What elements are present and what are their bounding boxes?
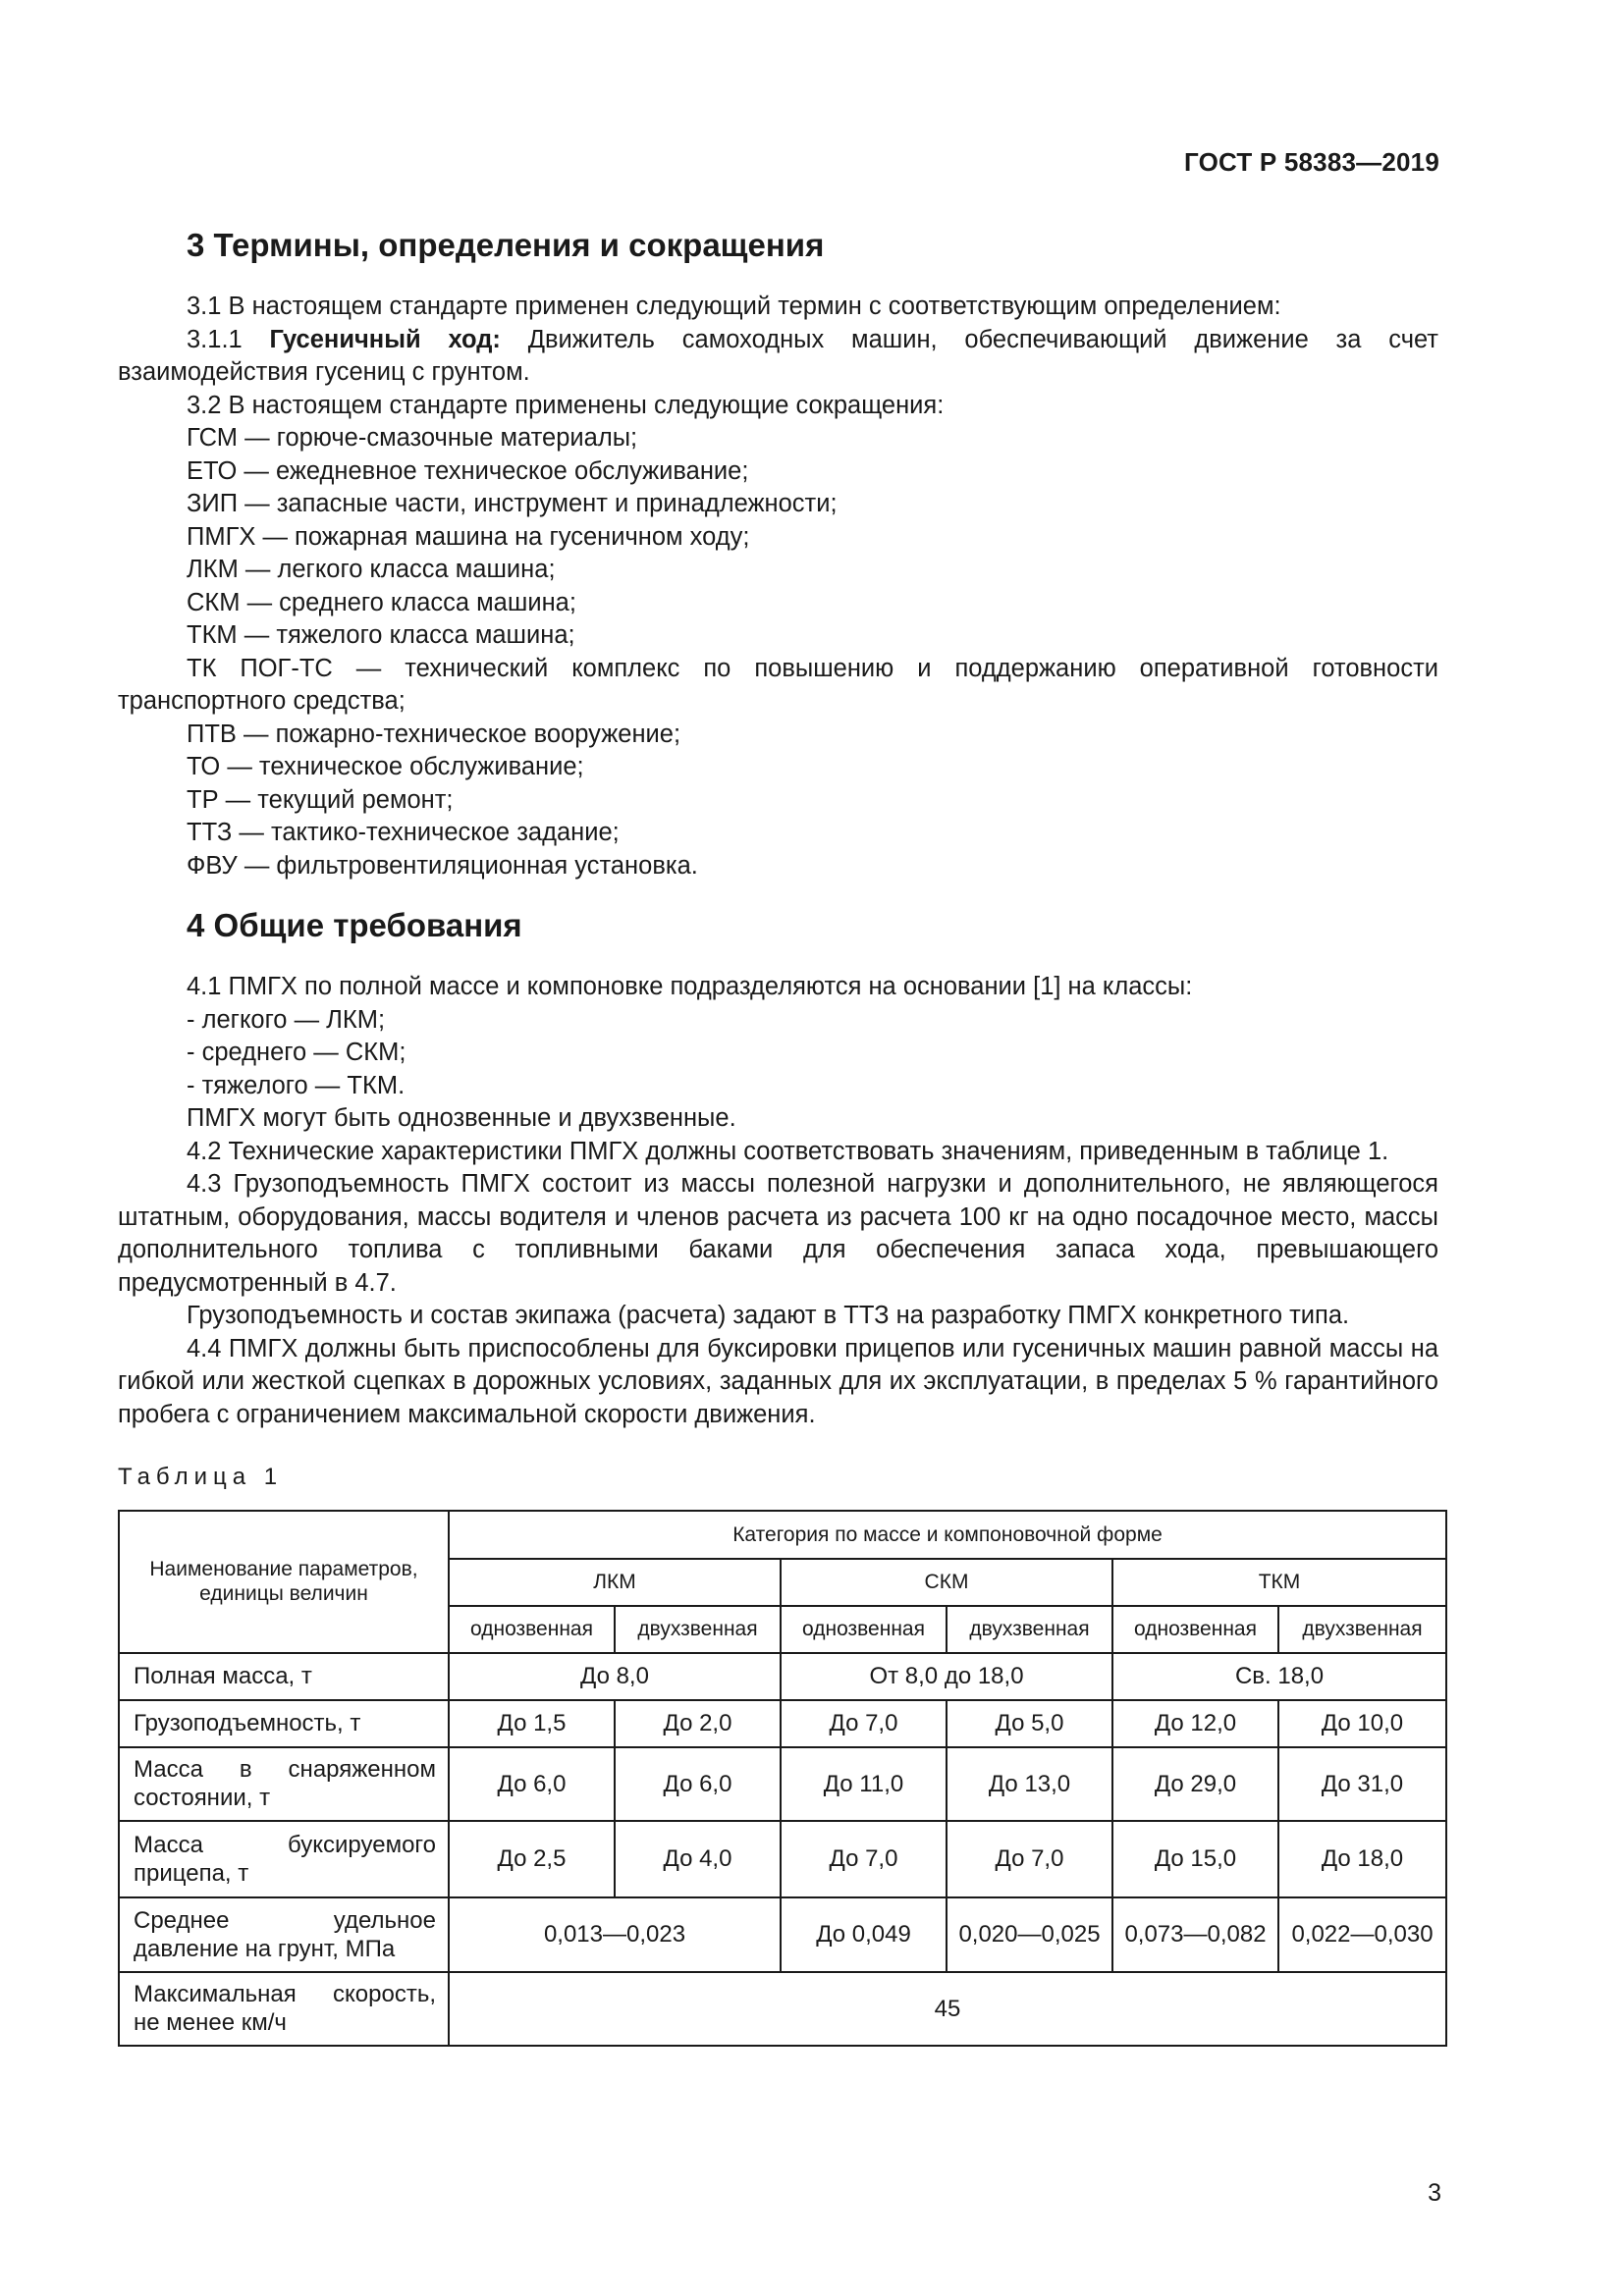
table-cell: До 0,049 bbox=[781, 1897, 947, 1972]
table-cell: До 8,0 bbox=[449, 1653, 781, 1700]
table-cell: 45 bbox=[449, 1972, 1446, 2046]
paragraph-4-1-note: ПМГХ могут быть однозвенные и двухзвенные. bbox=[187, 1104, 736, 1132]
paragraph-number: 3.1.1 bbox=[187, 325, 270, 353]
table-cell: До 13,0 bbox=[947, 1747, 1112, 1821]
subheader-double: двухзвенная bbox=[1278, 1606, 1446, 1653]
table-cell: До 2,5 bbox=[449, 1821, 615, 1897]
table-cell: До 4,0 bbox=[615, 1821, 781, 1897]
class-list-item: - легкого — ЛКМ; bbox=[187, 1005, 386, 1034]
table-cell: 0,013—0,023 bbox=[449, 1897, 781, 1972]
abbreviation-item: ГСМ — горюче-смазочные материалы; bbox=[187, 424, 638, 452]
term-definition: Движитель самоходных машин, обеспечивающий движение за счет взаимодействия гусениц с грунтом. bbox=[118, 325, 1438, 386]
table-cell: До 15,0 bbox=[1112, 1821, 1278, 1897]
document-code: ГОСТ Р 58383—2019 bbox=[1184, 147, 1439, 177]
subheader-single: однозвенная bbox=[449, 1606, 615, 1653]
table-cell: Св. 18,0 bbox=[1112, 1653, 1446, 1700]
param-header: Наименование параметров, единицы величин bbox=[119, 1511, 449, 1653]
class-header-skm: СКМ bbox=[781, 1559, 1112, 1606]
abbreviation-item: ТТЗ — тактико-техническое задание; bbox=[187, 819, 620, 846]
class-header-tkm: ТКМ bbox=[1112, 1559, 1446, 1606]
section-4-title: 4 Общие требования bbox=[187, 907, 522, 943]
table-cell: До 12,0 bbox=[1112, 1700, 1278, 1747]
abbreviation-item: ЕТО — ежедневное техническое обслуживание; bbox=[187, 456, 749, 485]
term-name: Гусеничный ход: bbox=[269, 325, 501, 353]
table-cell: До 31,0 bbox=[1278, 1747, 1446, 1821]
section-3-title: 3 Термины, определения и сокращения bbox=[187, 227, 825, 263]
subheader-single: однозвенная bbox=[1112, 1606, 1278, 1653]
class-list-item: - среднего — СКМ; bbox=[187, 1039, 406, 1066]
subheader-double: двухзвенная bbox=[947, 1606, 1112, 1653]
table-cell: До 11,0 bbox=[781, 1747, 947, 1821]
class-list-item: - тяжелого — ТКМ. bbox=[187, 1071, 406, 1099]
paragraph-4-3-continuation: Грузоподъемность и состав экипажа (расчета) задают в ТТЗ на разработку ПМГХ конкретного типа. bbox=[187, 1302, 1350, 1329]
subheader-single: однозвенная bbox=[781, 1606, 947, 1653]
abbreviation-item: ПТВ — пожарно-техническое вооружение; bbox=[187, 720, 681, 748]
abbreviation-item: ТК ПОГ-ТС — технический комплекс по повышению и поддержанию оперативной готовности транспортного средства; bbox=[118, 654, 1438, 715]
table-1 bbox=[118, 1510, 1447, 2047]
table-cell: До 1,5 bbox=[449, 1700, 615, 1747]
table-cell: До 6,0 bbox=[449, 1747, 615, 1821]
row-label: Масса буксируемого прицепа, т bbox=[119, 1821, 449, 1897]
abbreviation-item: ЛКМ — легкого класса машина; bbox=[187, 556, 556, 583]
table-cell: До 6,0 bbox=[615, 1747, 781, 1821]
abbreviation-item: ФВУ — фильтровентиляционная установка. bbox=[187, 851, 698, 880]
table-cell: 0,020—0,025 bbox=[947, 1897, 1112, 1972]
row-label: Максимальная скорость, не менее км/ч bbox=[119, 1972, 449, 2046]
table-label: Таблица 1 bbox=[118, 1464, 284, 1490]
table-cell: До 2,0 bbox=[615, 1700, 781, 1747]
category-header: Категория по массе и компоновочной форме bbox=[449, 1511, 1446, 1559]
table-cell: До 7,0 bbox=[781, 1700, 947, 1747]
abbreviation-item: ТО — техническое обслуживание; bbox=[187, 753, 584, 780]
paragraph-4-2: 4.2 Технические характеристики ПМГХ должны соответствовать значениям, приведенным в таблице 1. bbox=[187, 1137, 1389, 1165]
paragraph-4-3: 4.3 Грузоподъемность ПМГХ состоит из массы полезной нагрузки и дополнительного, не являющегося штатным, оборудования, массы водителя и членов расчета из расчета 100 кг на одно посадочное место, массы дополнительного топлива с топливными баками для обеспечения запаса хода, превышающего предусмотренный в 4.7. bbox=[118, 1170, 1438, 1297]
row-label: Грузоподъемность, т bbox=[119, 1700, 449, 1747]
paragraph-4-4: 4.4 ПМГХ должны быть приспособлены для буксировки прицепов или гусеничных машин равной массы на гибкой или жесткой сцепках в дорожных условиях, заданных для их эксплуатации, в пределах 5 % гарантийного пробега с ограничением максимальной скорости движения. bbox=[118, 1334, 1438, 1428]
row-label: Среднее удельное давление на грунт, МПа bbox=[119, 1897, 449, 1972]
page-number: 3 bbox=[1428, 2179, 1441, 2207]
abbreviation-item: ЗИП — запасные части, инструмент и принадлежности; bbox=[187, 490, 838, 517]
table-cell: До 7,0 bbox=[781, 1821, 947, 1897]
row-label: Полная масса, т bbox=[119, 1653, 449, 1700]
table-cell: До 5,0 bbox=[947, 1700, 1112, 1747]
table-cell: 0,022—0,030 bbox=[1278, 1897, 1446, 1972]
table-cell: До 29,0 bbox=[1112, 1747, 1278, 1821]
paragraph-3-1-1 bbox=[118, 324, 1438, 390]
row-label: Масса в снаряженном состоянии, т bbox=[119, 1747, 449, 1821]
subheader-double: двухзвенная bbox=[615, 1606, 781, 1653]
paragraph-4-1: 4.1 ПМГХ по полной массе и компоновке подразделяются на основании [1] на классы: bbox=[187, 973, 1193, 1000]
paragraph-3-2: 3.2 В настоящем стандарте применены следующие сокращения: bbox=[187, 391, 945, 419]
abbreviation-item: ТР — текущий ремонт; bbox=[187, 785, 454, 814]
table-cell: До 7,0 bbox=[947, 1821, 1112, 1897]
abbreviation-item: ТКМ — тяжелого класса машина; bbox=[187, 621, 575, 649]
paragraph-3-1: 3.1 В настоящем стандарте применен следующий термин с соответствующим определением: bbox=[187, 293, 1281, 320]
page-content bbox=[118, 216, 1438, 2047]
table-cell: 0,073—0,082 bbox=[1112, 1897, 1278, 1972]
abbreviation-item: СКМ — среднего класса машина; bbox=[187, 588, 576, 616]
class-header-lkm: ЛКМ bbox=[449, 1559, 781, 1606]
table-cell: До 18,0 bbox=[1278, 1821, 1446, 1897]
abbreviation-item: ПМГХ — пожарная машина на гусеничном ходу; bbox=[187, 522, 750, 551]
table-cell: От 8,0 до 18,0 bbox=[781, 1653, 1112, 1700]
table-cell: До 10,0 bbox=[1278, 1700, 1446, 1747]
